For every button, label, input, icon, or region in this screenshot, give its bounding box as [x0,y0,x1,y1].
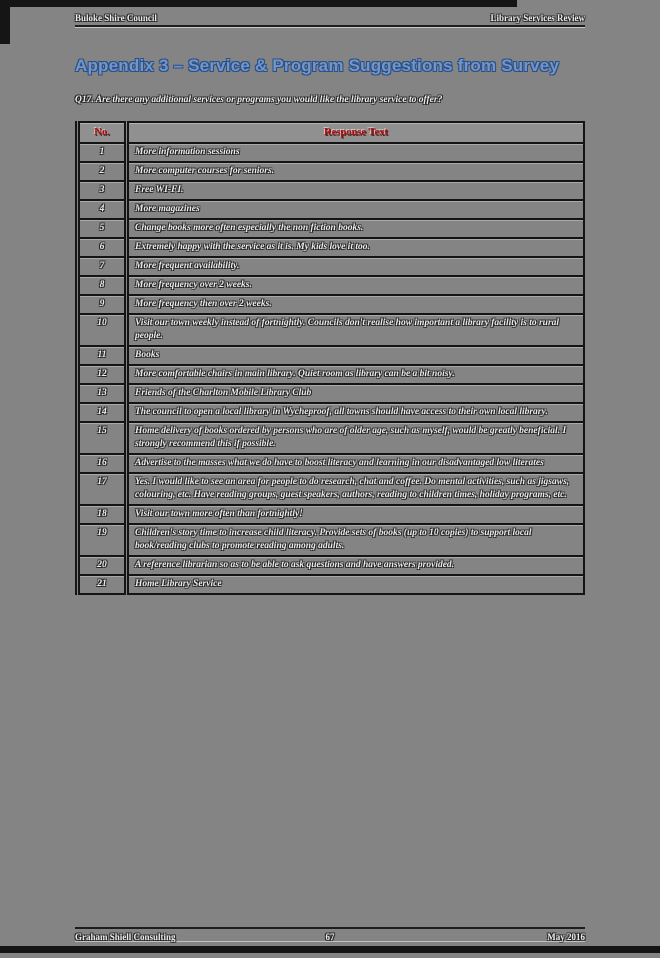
row-number-cell: 7 [78,257,127,276]
table-row [78,505,585,524]
response-text-cell: More computer courses for seniors. [127,162,585,181]
scan-artifact-bottom [0,946,660,953]
table-row [78,200,585,219]
response-text-cell: Visit our town more often than fortnightly! [127,505,585,524]
table-row [78,524,585,556]
response-text-cell: Free WI-FI. [127,181,585,200]
response-text-cell: More information sessions [127,143,585,162]
table-row [78,162,585,181]
row-number-cell: 15 [78,422,127,454]
table-row [78,454,585,473]
table-row [78,346,585,365]
table-row [78,384,585,403]
table-row [78,575,585,594]
row-number-cell: 6 [78,238,127,257]
table-row [78,181,585,200]
footer-author-text: Graham Shiell Consulting [75,932,176,942]
document-footer [75,927,585,942]
survey-question: Q17. Are there any additional services or programs you would like the library service to offer? [75,95,443,105]
row-number-cell: 17 [78,473,127,505]
table-row [78,276,585,295]
response-text-cell: More frequency then over 2 weeks. [127,295,585,314]
table-row [78,314,585,346]
table-row [78,365,585,384]
row-number-cell: 11 [78,346,127,365]
response-text-cell: Change books more often especially the non fiction books. [127,219,585,238]
row-number-cell: 14 [78,403,127,422]
table-row [78,219,585,238]
response-text-cell: Visit our town weekly instead of fortnightly. Councils don't realise how important a library facility is to rural people. [127,314,585,346]
row-number-cell: 18 [78,505,127,524]
row-number-cell: 19 [78,524,127,556]
response-text-cell: Friends of the Charlton Mobile Library Club [127,384,585,403]
response-text-cell: Books [127,346,585,365]
page-number: 67 [325,932,335,942]
column-header-response-text: Response Text [127,122,585,143]
row-number-cell: 16 [78,454,127,473]
page-title: Appendix 3 – Service & Program Suggestions from Survey [75,56,560,75]
response-text-cell: Children's story time to increase child literacy. Provide sets of books (up to 10 copies) to support local book/reading clubs to promote reading among adults. [127,524,585,556]
response-text-cell: A reference librarian so as to be able to ask questions and have answers provided. [127,556,585,575]
scan-artifact-left [0,0,10,44]
response-text-cell: More frequency over 2 weeks. [127,276,585,295]
table-row [78,143,585,162]
table-row [78,403,585,422]
table-row [78,295,585,314]
row-number-cell: 4 [78,200,127,219]
document-header [75,0,585,27]
row-number-cell: 13 [78,384,127,403]
row-number-cell: 12 [78,365,127,384]
row-number-cell: 21 [78,575,127,594]
table-row [78,238,585,257]
responses-table [75,121,585,595]
response-text-cell: More comfortable chairs in main library. Quiet room as library can be a bit noisy. [127,365,585,384]
row-number-cell: 3 [78,181,127,200]
row-number-cell: 5 [78,219,127,238]
response-text-cell: Yes. I would like to see an area for people to do research, chat and coffee. Do mental activities, such as jigsaws, colouring, etc. Have reading groups, guest speakers, authors, reading to children times, holiday programs, etc. [127,473,585,505]
column-header-no: No. [78,122,127,143]
table-body [78,143,585,594]
table-row [78,556,585,575]
header-left-text: Buloke Shire Council [75,13,157,23]
row-number-cell: 20 [78,556,127,575]
row-number-cell: 10 [78,314,127,346]
row-number-cell: 9 [78,295,127,314]
table-row [78,473,585,505]
row-number-cell: 1 [78,143,127,162]
table-row [78,422,585,454]
footer-date-text: May 2016 [547,932,585,942]
table-header-row [78,122,585,143]
response-text-cell: Advertise to the masses what we do have to boost literacy and learning in our disadvantaged low literates [127,454,585,473]
response-text-cell: More magazines [127,200,585,219]
response-text-cell: More frequent availability. [127,257,585,276]
response-text-cell: Home delivery of books ordered by persons who are of older age, such as myself, would be greatly beneficial. I strongly recommend this if possible. [127,422,585,454]
header-right-text: Library Services Review [490,13,585,23]
response-text-cell: The council to open a local library in Wycheproof, all towns should have access to their own local library. [127,403,585,422]
response-text-cell: Extremely happy with the service as it is. My kids love it too. [127,238,585,257]
row-number-cell: 8 [78,276,127,295]
response-text-cell: Home Library Service [127,575,585,594]
row-number-cell: 2 [78,162,127,181]
table-row [78,257,585,276]
